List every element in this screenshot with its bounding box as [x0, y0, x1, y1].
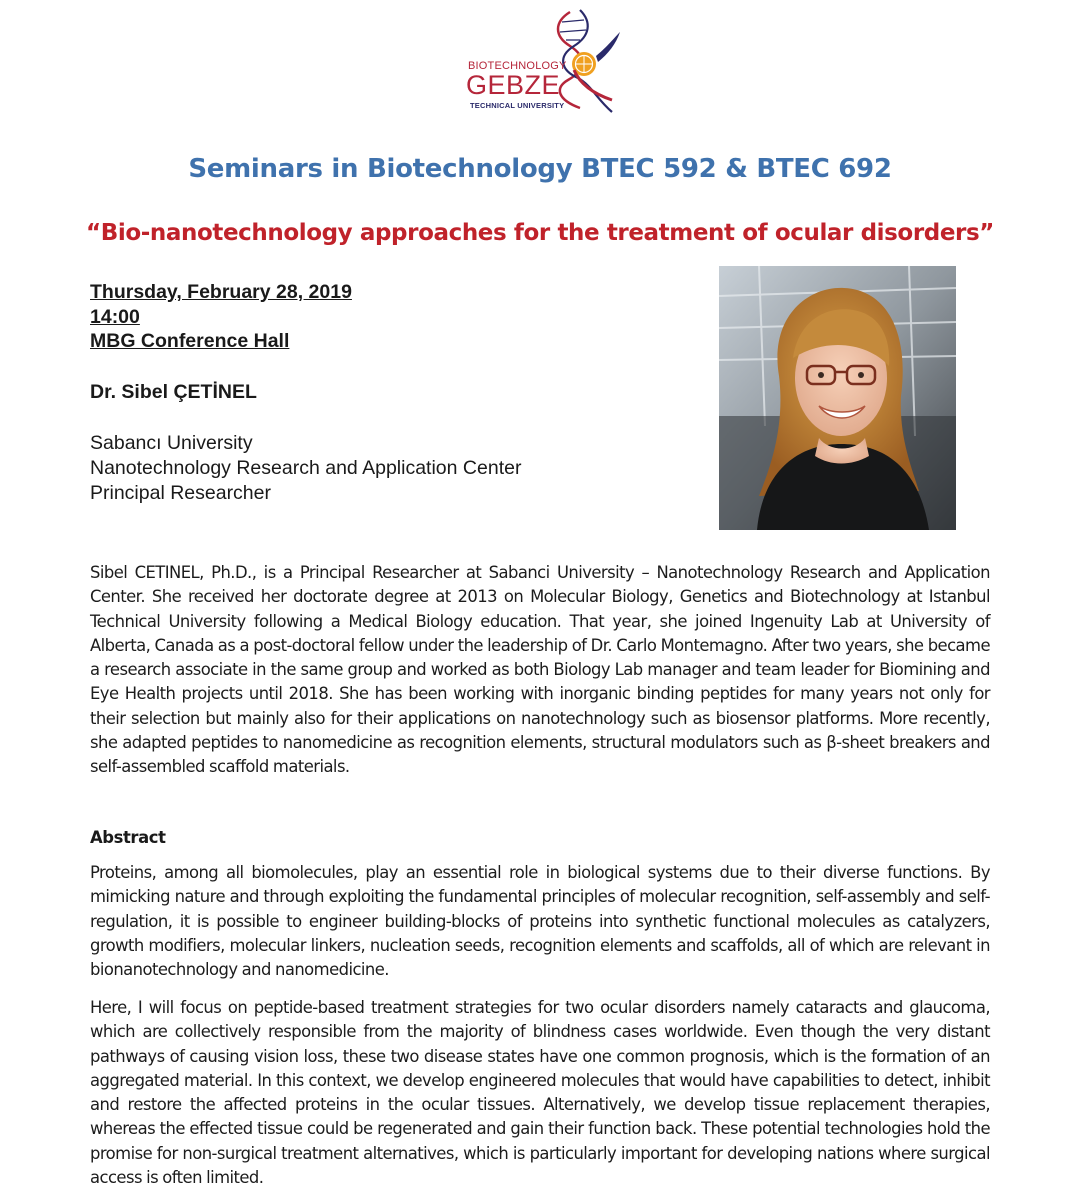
event-venue: MBG Conference Hall — [90, 330, 290, 352]
speaker-name: Dr. Sibel ÇETİNEL — [90, 381, 257, 403]
speaker-bio: Sibel CETINEL, Ph.D., is a Principal Researcher at Sabanci University – Nanotechnology Research and Application Center. She received her doctorate degree at 2013 on Molecular Biology, Genetics and Biotechnology at Istanbul Technical University following a Medical Biology education. That year, she joined Ingenuity Lab at University of Alberta, Canada as a post-doctoral fellow under the leadership of Dr. Carlo Montemagno. After two years, she became a research associate in the same group and worked as both Biology Lab manager and team leader for Biomining and Eye Health projects until 2018. She has been working with inorganic binding peptides for many years not only for their selection but mainly also for their applications on nanotechnology such as biosensor platforms. More recently, she adapted peptides to nanomedicine as recognition elements, structural modulators such as β-sheet breakers and self-assembled scaffold materials. — [90, 563, 990, 777]
event-date: Thursday, February 28, 2019 — [90, 281, 352, 303]
abstract-heading: Abstract — [90, 828, 166, 847]
affiliation-position: Principal Researcher — [90, 482, 271, 504]
affiliation-university: Sabancı University — [90, 432, 253, 454]
speaker-photo — [719, 266, 956, 530]
affiliation-center: Nanotechnology Research and Application Center — [90, 457, 522, 479]
event-time: 14:00 — [90, 305, 140, 328]
seminar-series-title: Seminars in Biotechnology BTEC 592 & BTEC 692 — [188, 154, 892, 184]
logo-text-biotechnology: BIOTECHNOLOGY — [468, 60, 567, 72]
abstract-paragraph-2: Here, I will focus on peptide-based treatment strategies for two ocular disorders namely cataracts and glaucoma, which are collectively responsible from the majority of blindness cases worldwide. Even though the very distant pathways of causing vision loss, these two disease states have one common prognosis, which is the formation of an aggregated material. In this context, we develop engineered molecules that would have capabilities to detect, inhibit and restore the affected proteins in the ocular tissues. Alternatively, we develop tissue replacement therapies, whereas the effected tissue could be regenerated and gain their function back. These potential technologies hold the promise for non-surgical treatment alternatives, which is particularly important for developing nations where surgical access is often limited. — [90, 998, 990, 1188]
abstract-paragraph-1: Proteins, among all biomolecules, play an essential role in biological systems due to their diverse functions. By mimicking nature and through exploiting the fundamental principles of molecular recognition, self-assembly and self-regulation, it is possible to engineer building-blocks of proteins into synthetic functional molecules as catalyzers, growth modifiers, molecular linkers, nucleation seeds, recognition elements and scaffolds, all of which are relevant in bionanotechnology and nanomedicine. — [90, 863, 990, 980]
logo-text-gebze: GEBZE — [466, 70, 561, 100]
event-info — [90, 280, 352, 354]
university-logo — [462, 8, 622, 116]
logo-text-technical-university: TECHNICAL UNIVERSITY — [470, 101, 565, 110]
speaker-affiliation — [90, 431, 521, 506]
talk-title: “Bio-nanotechnology approaches for the treatment of ocular disorders” — [86, 220, 994, 246]
portrait-image — [719, 266, 956, 530]
